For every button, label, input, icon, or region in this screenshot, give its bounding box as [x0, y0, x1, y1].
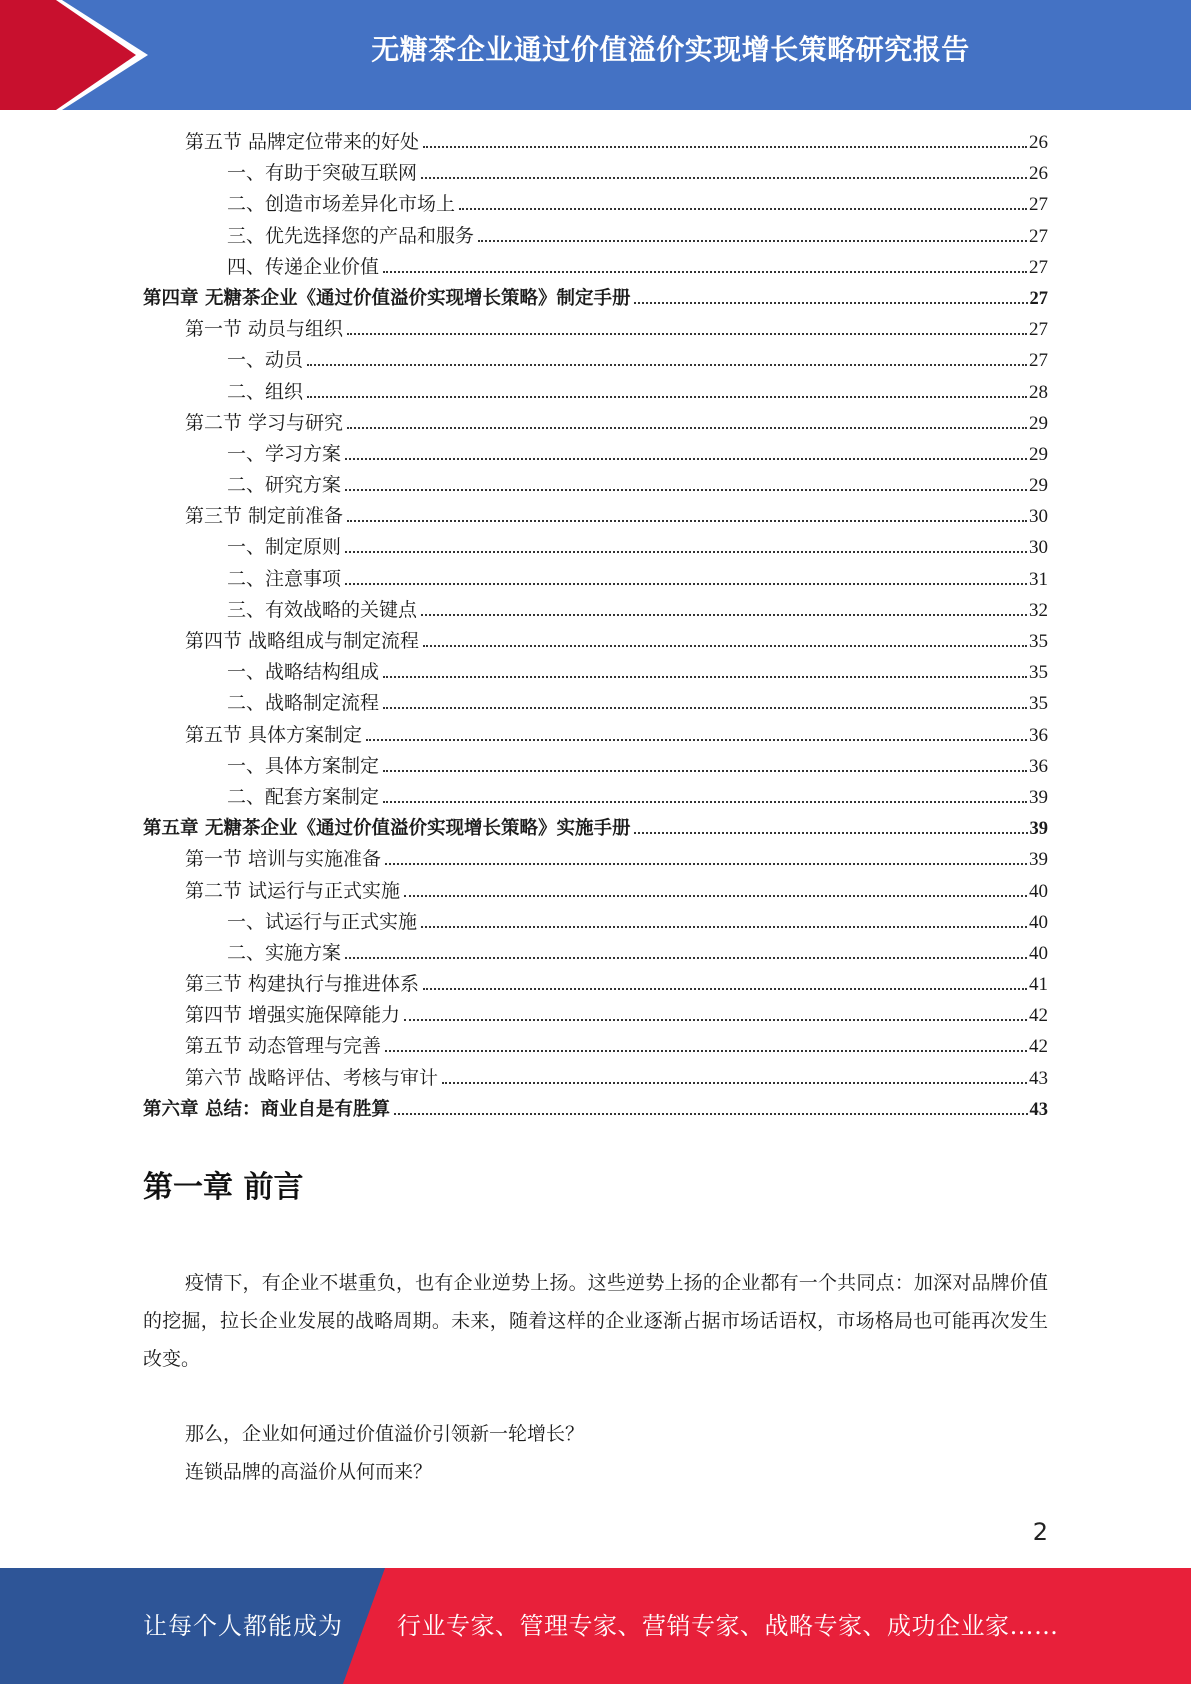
toc-dot-leader	[383, 676, 1027, 678]
toc-section-entry	[143, 876, 1048, 907]
toc-entry-page: 27	[1029, 194, 1048, 216]
toc-subsection-entry	[143, 158, 1048, 189]
toc-dot-leader	[634, 832, 1027, 834]
toc-entry-page: 39	[1029, 849, 1048, 871]
toc-entry-label: 四、传递企业价值	[227, 255, 380, 278]
toc-entry-label: 第六章 总结：商业自是有胜算	[143, 1098, 390, 1120]
toc-entry-page: 41	[1029, 974, 1048, 996]
toc-entry-page: 36	[1029, 755, 1048, 777]
toc-entry-page: 35	[1029, 662, 1048, 684]
toc-dot-leader	[345, 583, 1027, 585]
toc-dot-leader	[307, 364, 1027, 366]
toc-subsection-entry	[143, 439, 1048, 470]
toc-entry-label: 第四节 增强实施保障能力	[185, 1004, 401, 1027]
page-number: 2	[1032, 1518, 1048, 1546]
footer-slogan-right: 行业专家、管理专家、营销专家、战略专家、成功企业家……	[397, 1612, 1059, 1640]
toc-dot-leader	[423, 645, 1027, 647]
chapter-heading: 第一章 前言	[143, 1170, 304, 1205]
toc-dot-leader	[345, 551, 1027, 553]
toc-section-entry	[143, 844, 1048, 875]
toc-dot-leader	[307, 396, 1027, 398]
toc-entry-label: 一、有助于突破互联网	[227, 162, 418, 185]
toc-entry-label: 二、战略制定流程	[227, 692, 380, 715]
toc-entry-page: 27	[1029, 350, 1048, 372]
toc-entry-page: 35	[1029, 631, 1048, 652]
toc-dot-leader	[404, 1019, 1027, 1021]
toc-dot-leader	[478, 240, 1027, 242]
toc-dot-leader	[634, 302, 1027, 304]
toc-entry-label: 二、组织	[227, 380, 304, 403]
toc-entry-label: 一、学习方案	[227, 442, 342, 465]
toc-chapter-entry	[143, 1094, 1048, 1125]
toc-subsection-entry	[143, 221, 1048, 252]
toc-dot-leader	[383, 707, 1027, 709]
toc-entry-page: 26	[1029, 163, 1048, 185]
toc-entry-page: 39	[1029, 786, 1048, 808]
toc-chapter-entry	[143, 283, 1048, 314]
toc-entry-page: 28	[1029, 381, 1048, 403]
toc-entry-label: 二、创造市场差异化市场上	[227, 193, 456, 216]
toc-dot-leader	[423, 146, 1027, 148]
toc-entry-page: 42	[1029, 1005, 1048, 1027]
toc-section-entry	[143, 408, 1048, 439]
toc-entry-label: 一、战略结构组成	[227, 661, 380, 684]
toc-entry-label: 二、配套方案制定	[227, 785, 380, 808]
toc-entry-label: 第二节 试运行与正式实施	[185, 879, 401, 902]
body-paragraph: 那么，企业如何通过价值溢价引领新一轮增长？	[185, 1423, 585, 1445]
toc-entry-label: 三、优先选择您的产品和服务	[227, 224, 475, 247]
toc-dot-leader	[347, 427, 1027, 429]
table-of-contents	[143, 127, 1048, 1125]
toc-dot-leader	[366, 739, 1027, 741]
toc-entry-page: 30	[1029, 506, 1048, 528]
toc-entry-label: 第三节 制定前准备	[185, 505, 344, 528]
toc-chapter-entry	[143, 813, 1048, 844]
toc-entry-label: 第六节 战略评估、考核与审计	[185, 1066, 439, 1089]
toc-entry-label: 一、动员	[227, 349, 304, 372]
toc-entry-page: 43	[1029, 1067, 1048, 1089]
toc-dot-leader	[345, 489, 1027, 491]
toc-subsection-entry	[143, 782, 1048, 813]
toc-subsection-entry	[143, 470, 1048, 501]
toc-entry-page: 40	[1029, 942, 1048, 964]
toc-entry-label: 一、试运行与正式实施	[227, 910, 418, 933]
toc-subsection-entry	[143, 595, 1048, 626]
toc-entry-label: 二、实施方案	[227, 941, 342, 964]
footer-slogan-left: 让每个人都能成为	[143, 1612, 343, 1640]
toc-section-entry	[143, 314, 1048, 345]
toc-entry-label: 一、制定原则	[227, 536, 342, 559]
toc-entry-label: 一、具体方案制定	[227, 754, 380, 777]
toc-dot-leader	[383, 770, 1027, 772]
toc-dot-leader	[385, 863, 1027, 865]
toc-section-entry	[143, 626, 1048, 657]
toc-entry-page: 42	[1029, 1036, 1048, 1058]
toc-entry-page: 36	[1029, 724, 1048, 746]
toc-dot-leader	[423, 988, 1027, 990]
toc-entry-label: 第五节 品牌定位带来的好处	[185, 131, 420, 153]
toc-entry-page: 40	[1029, 880, 1048, 902]
toc-dot-leader	[459, 208, 1027, 210]
toc-subsection-entry	[143, 907, 1048, 938]
toc-entry-page: 26	[1029, 132, 1048, 153]
toc-subsection-entry	[143, 564, 1048, 595]
toc-subsection-entry	[143, 938, 1048, 969]
toc-section-entry	[143, 1063, 1048, 1094]
toc-entry-label: 第二节 学习与研究	[185, 411, 344, 434]
toc-subsection-entry	[143, 532, 1048, 563]
toc-entry-label: 二、注意事项	[227, 567, 342, 590]
toc-entry-page: 43	[1029, 1099, 1048, 1120]
toc-dot-leader	[385, 1050, 1027, 1052]
toc-dot-leader	[394, 1113, 1028, 1115]
toc-entry-page: 39	[1029, 819, 1048, 840]
page-footer	[0, 1568, 1191, 1684]
toc-entry-page: 31	[1029, 568, 1048, 590]
toc-dot-leader	[383, 801, 1027, 803]
toc-entry-label: 第一节 培训与实施准备	[185, 848, 382, 871]
toc-entry-page: 30	[1029, 537, 1048, 559]
toc-section-entry	[143, 1000, 1048, 1031]
toc-entry-page: 32	[1029, 599, 1048, 621]
toc-section-entry	[143, 969, 1048, 1000]
toc-dot-leader	[345, 458, 1027, 460]
toc-entry-page: 27	[1029, 288, 1048, 309]
toc-subsection-entry	[143, 377, 1048, 408]
toc-dot-leader	[442, 1082, 1027, 1084]
toc-section-entry	[143, 127, 1048, 158]
toc-subsection-entry	[143, 189, 1048, 220]
toc-entry-label: 第五节 具体方案制定	[185, 723, 363, 746]
toc-section-entry	[143, 720, 1048, 751]
toc-entry-label: 第五节 动态管理与完善	[185, 1035, 382, 1058]
body-paragraph: 连锁品牌的高溢价从何而来？	[185, 1461, 433, 1483]
toc-dot-leader	[421, 614, 1027, 616]
report-title: 无糖茶企业通过价值溢价实现增长策略研究报告	[371, 33, 970, 66]
toc-dot-leader	[421, 926, 1027, 928]
toc-dot-leader	[383, 271, 1027, 273]
toc-subsection-entry	[143, 345, 1048, 376]
toc-subsection-entry	[143, 688, 1048, 719]
toc-entry-page: 29	[1029, 443, 1048, 465]
toc-entry-label: 三、有效战略的关键点	[227, 598, 418, 621]
toc-entry-label: 第四节 战略组成与制定流程	[185, 630, 420, 652]
toc-entry-label: 二、研究方案	[227, 474, 342, 497]
toc-entry-page: 27	[1029, 319, 1048, 341]
toc-section-entry	[143, 1031, 1048, 1062]
toc-entry-page: 35	[1029, 693, 1048, 715]
page-header	[0, 0, 1191, 110]
toc-entry-label: 第五章 无糖茶企业《通过价值溢价实现增长策略》实施手册	[143, 818, 631, 840]
toc-section-entry	[143, 501, 1048, 532]
toc-dot-leader	[421, 177, 1027, 179]
toc-entry-page: 27	[1029, 225, 1048, 247]
toc-dot-leader	[345, 957, 1027, 959]
red-arrow-decoration	[0, 0, 150, 110]
toc-entry-label: 第一节 动员与组织	[185, 318, 344, 341]
toc-entry-page: 40	[1029, 911, 1048, 933]
toc-subsection-entry	[143, 657, 1048, 688]
toc-entry-page: 29	[1029, 475, 1048, 497]
toc-subsection-entry	[143, 252, 1048, 283]
toc-dot-leader	[347, 520, 1027, 522]
toc-dot-leader	[347, 333, 1027, 335]
body-paragraph: 疫情下，有企业不堪重负，也有企业逆势上扬。这些逆势上扬的企业都有一个共同点：加深对品牌价值的挖掘，拉长企业发展的战略周期。未来，随着这样的企业逐渐占据市场话语权，市场格局也可能再次发生改变。	[143, 1272, 1048, 1370]
toc-entry-page: 27	[1029, 256, 1048, 278]
toc-entry-label: 第四章 无糖茶企业《通过价值溢价实现增长策略》制定手册	[143, 287, 631, 309]
toc-subsection-entry	[143, 751, 1048, 782]
toc-entry-label: 第三节 构建执行与推进体系	[185, 973, 420, 996]
toc-entry-page: 29	[1029, 412, 1048, 434]
toc-dot-leader	[404, 895, 1027, 897]
